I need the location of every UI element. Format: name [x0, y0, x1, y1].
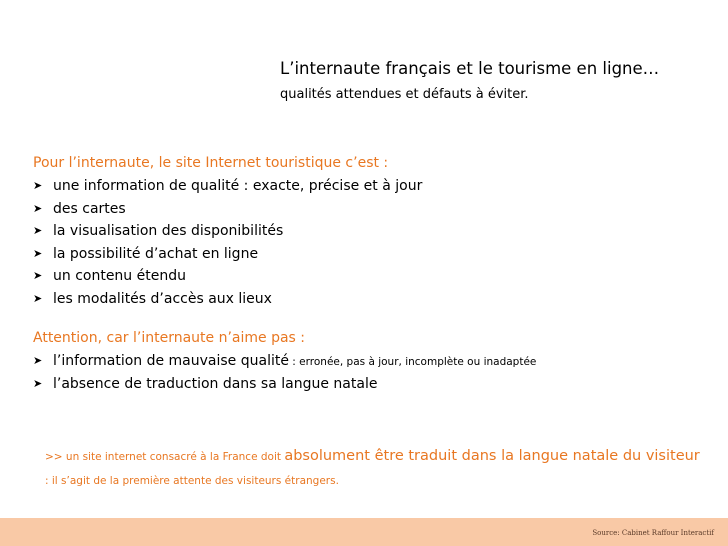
list-item [33, 221, 422, 242]
dislike-main-text: l’information de mauvaise qualité [53, 353, 289, 369]
list-item-text: l’absence de traduction dans sa langue natale [53, 375, 378, 392]
arrow-bullet-icon: ➤ [33, 354, 43, 367]
arrow-bullet-icon: ➤ [33, 269, 43, 282]
arrow-bullet-icon: ➤ [33, 201, 43, 215]
list-item [33, 199, 422, 220]
expectations-section [33, 153, 422, 311]
slide-title: L’internaute français et le tourisme en ligne… [280, 59, 660, 78]
list-item [33, 176, 422, 197]
conclusion-emphasis: absolument être traduit dans la langue natale du visiteur [284, 448, 700, 464]
list-item-text [53, 351, 536, 372]
list-item-text: la possibilité d’achat en ligne [53, 245, 259, 262]
list-item-text: la visualisation des disponibilités [53, 223, 284, 239]
arrow-bullet-icon: ➤ [33, 376, 43, 390]
list-item [33, 374, 536, 395]
list-item-text: un contenu étendu [53, 268, 186, 284]
list-item [33, 351, 536, 372]
list-item-text: les modalités d’accès aux lieux [53, 290, 272, 307]
conclusion-intro: >> un site internet consacré à la France doit [45, 451, 285, 463]
list-item [33, 266, 422, 287]
dislike-note-text: : erronée, pas à jour, incomplète ou inadaptée [288, 356, 537, 368]
conclusion-tail: : il s’agit de la première attente des visiteurs étrangers. [45, 475, 339, 487]
arrow-bullet-icon: ➤ [33, 291, 43, 305]
list-item-text: des cartes [53, 200, 126, 217]
slide-subtitle: qualités attendues et défauts à éviter. [280, 87, 529, 102]
footer-bar [0, 518, 728, 546]
conclusion-callout [45, 445, 705, 493]
dislikes-heading: Attention, car l’internaute n’aime pas : [33, 330, 306, 346]
arrow-bullet-icon: ➤ [33, 224, 43, 237]
arrow-bullet-icon: ➤ [33, 246, 43, 260]
list-item [33, 289, 422, 310]
expectations-heading: Pour l’internaute, le site Internet touristique c’est : [33, 155, 389, 171]
arrow-bullet-icon: ➤ [33, 179, 43, 192]
list-item [33, 244, 422, 265]
list-item-text: une information de qualité : exacte, précise et à jour [53, 178, 423, 194]
source-credit: Source: Cabinet Raffour Interactif [592, 529, 714, 537]
dislikes-section [33, 328, 536, 396]
